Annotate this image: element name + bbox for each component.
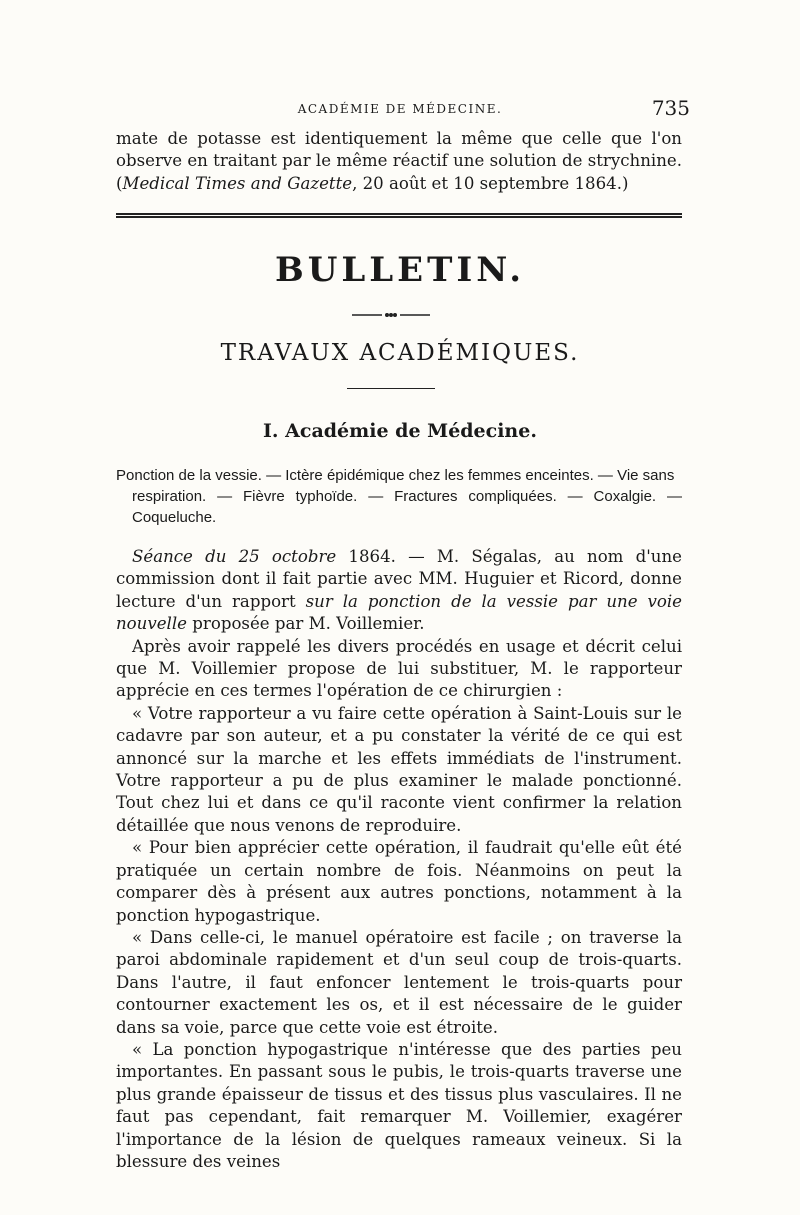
paragraph: « Pour bien apprécier cette opération, il faudrait qu'elle eût été pratiquée un certain nombre de fois. Néanmoins on peut la comparer dès à présent aux autres ponctions, notamment à la ponction hypogastrique. bbox=[116, 838, 682, 925]
page-number: 735 bbox=[651, 96, 690, 120]
paragraph: « Dans celle-ci, le manuel opératoire est facile ; on traverse la paroi abdominale rapidement et d'un seul coup de trois-quarts. Dans l'autre, il faut enfoncer lentement le trois-quarts pour contourner exactement les os, et il est nécessaire de le guider dans sa voie, parce que cette voie est étroite. bbox=[116, 927, 682, 1037]
intro-source: Medical Times and Gazette bbox=[122, 173, 353, 193]
seance-date: Séance du 25 octobre bbox=[132, 547, 337, 566]
double-rule-divider bbox=[116, 213, 682, 218]
running-head bbox=[110, 96, 690, 120]
main-text bbox=[116, 546, 682, 1173]
paragraph-text: proposée par M. Voillemier. bbox=[187, 614, 425, 634]
summary-line: Ponction de la vessie. — Ictère épidémique chez les femmes enceintes. — Vie sans bbox=[116, 467, 675, 484]
paragraph: « La ponction hypogastrique n'intéresse que des parties peu importantes. En passant sous le pubis, le trois-quarts traverse une plus grande épaisseur de tissus et des tissus plus vasculaires. Il ne faut pas cependant, fait remarquer M. Voillemier, exagérer l'importance de la lésion de quelques rameaux veineux. Si la blessure des veines bbox=[116, 1039, 682, 1171]
ornament-divider bbox=[352, 312, 430, 318]
paragraph bbox=[116, 546, 682, 636]
paragraph-text: 1864. — M. Ségalas, au nom d'une commission dont il fait partie avec MM. Huguier et Ricord, donne lecture d'un rapport bbox=[116, 547, 682, 611]
paragraph: Après avoir rappelé les divers procédés en usage et décrit celui que M. Voillemier propose de lui substituer, M. le rapporteur apprécie en ces termes l'opération de ce chirurgien : bbox=[116, 636, 682, 701]
intro-text-end: , 20 août et 10 septembre 1864.) bbox=[352, 173, 629, 193]
bulletin-title: BULLETIN. bbox=[274, 250, 526, 290]
intro-paragraph bbox=[116, 128, 682, 195]
report-title: sur la ponction de la vessie par une voie nouvelle bbox=[116, 591, 682, 634]
summary-block bbox=[116, 465, 682, 528]
paragraph: « Votre rapporteur a vu faire cette opération à Saint-Louis sur le cadavre par son auteur, et a pu constater la vérité de ce qui est annoncé sur la marche et les effets immédiats de l'instrument. Votre rapporteur a pu de plus examiner le malade ponctionné. Tout chez lui et dans ce qu'il raconte vient confirmer la relation détaillée que nous venons de reproduire. bbox=[116, 703, 682, 835]
short-rule-divider bbox=[347, 388, 435, 389]
section-title: TRAVAUX ACADÉMIQUES. bbox=[220, 340, 580, 366]
summary-line: respiration. — Fièvre typhoïde. — Fractures compliquées. — Coxalgie. — Coqueluche. bbox=[132, 488, 682, 526]
subsection-title: I. Académie de Médecine. bbox=[263, 420, 537, 442]
intro-text: mate de potasse est identiquement la même que celle que l'on observe en traitant par le même réactif une solution de strychnine. ( bbox=[116, 129, 682, 193]
running-title: ACADÉMIE DE MÉDECINE. bbox=[297, 102, 503, 116]
